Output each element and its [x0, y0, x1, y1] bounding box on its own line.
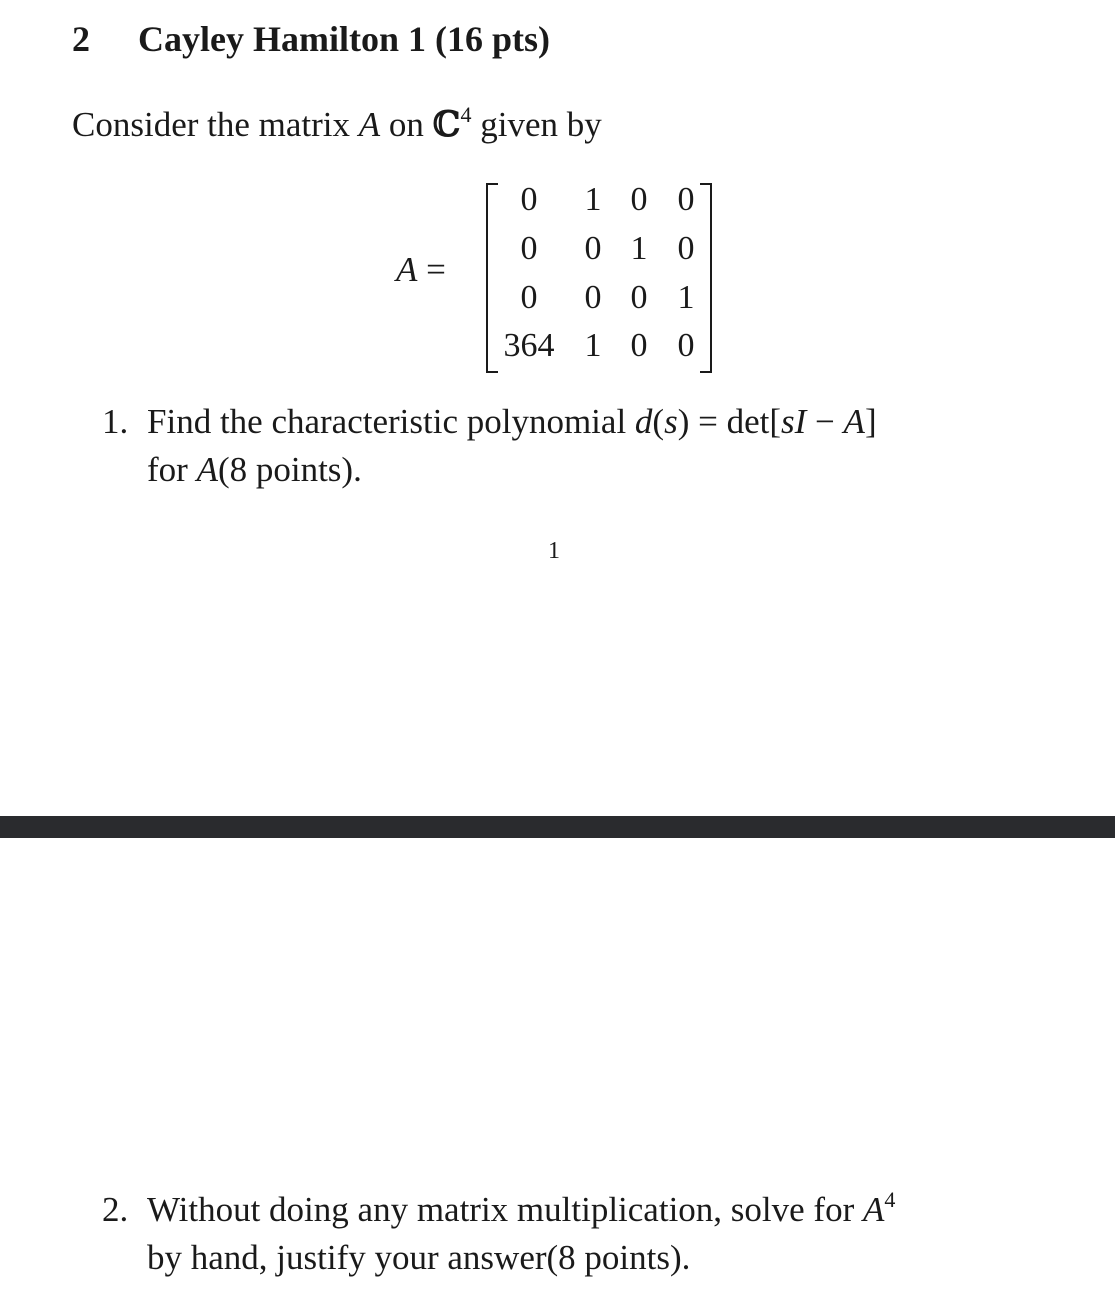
question-1-number: 1. [102, 402, 129, 441]
section-number: 2 [72, 19, 90, 59]
question-1-line-1 [147, 398, 877, 446]
matrix-cell: 0 [584, 230, 602, 267]
q1-open: ( [652, 402, 665, 441]
question-2-line-2: by hand, justify your answer(8 points). [147, 1238, 691, 1277]
field-exponent: 4 [460, 102, 472, 127]
q1-line2-A: A [196, 450, 218, 489]
matrix-label-var: A [396, 250, 418, 289]
question-2-number: 2. [102, 1190, 129, 1229]
page-divider [0, 816, 1115, 838]
q1-end: ] [864, 402, 877, 441]
q1-A: A [843, 402, 865, 441]
q1-for: for [147, 450, 197, 489]
matrix-cell: 1 [584, 181, 602, 218]
page-number: 1 [548, 538, 560, 564]
matrix-cell: 0 [630, 181, 648, 218]
matrix-cell: 1 [584, 327, 602, 364]
q1-minus: − [806, 402, 844, 441]
matrix-label-eq: = [417, 250, 446, 289]
q1-s: s [664, 402, 678, 441]
matrix-cell: 0 [520, 230, 538, 267]
matrix-cell: 1 [677, 279, 695, 316]
complex-field-symbol: ℂ [432, 104, 461, 145]
matrix-cell: 364 [503, 327, 555, 364]
matrix-cell: 0 [520, 279, 538, 316]
q1-sI: sI [781, 402, 807, 441]
matrix-cell: 0 [520, 181, 538, 218]
matrix-cell: 1 [630, 230, 648, 267]
question-1-line-2 [147, 446, 362, 494]
q1-points: (8 points). [217, 450, 362, 489]
intro-prefix: Consider the matrix [72, 105, 359, 144]
q2-exponent: 4 [884, 1187, 896, 1212]
intro-mid: on [380, 105, 433, 144]
q2-text: Without doing any matrix multiplication, solve for [147, 1190, 863, 1229]
question-2-line-1 [147, 1186, 895, 1234]
matrix-cell: 0 [677, 181, 695, 218]
q2-A: A [862, 1190, 885, 1229]
intro-sentence [72, 104, 602, 145]
matrix-cell: 0 [584, 279, 602, 316]
intro-matrix-var: A [358, 105, 381, 144]
q1-close: ) = det[ [677, 402, 782, 441]
matrix-left-bracket [486, 183, 498, 373]
intro-suffix: given by [471, 105, 602, 144]
matrix-cell: 0 [630, 327, 648, 364]
q1-d: d [634, 402, 653, 441]
matrix-label [396, 250, 446, 290]
q1-text: Find the characteristic polynomial [147, 402, 635, 441]
matrix-cell: 0 [677, 230, 695, 267]
matrix-cell: 0 [630, 279, 648, 316]
section-title: Cayley Hamilton 1 (16 pts) [138, 19, 550, 59]
matrix-cell: 0 [677, 327, 695, 364]
